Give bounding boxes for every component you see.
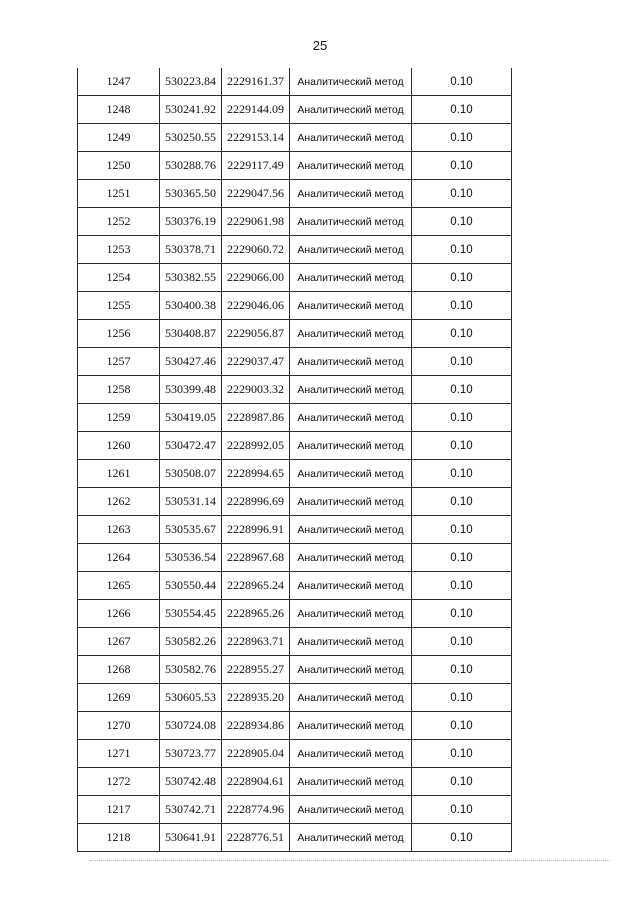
y-coordinate-cell: 2229046.06: [222, 292, 290, 320]
x-coordinate-cell: 530376.19: [160, 208, 222, 236]
accuracy-cell: 0.10: [412, 348, 512, 376]
table-row: [78, 292, 512, 320]
point-number-cell: 1272: [78, 768, 160, 796]
table-row: [78, 348, 512, 376]
x-coordinate-cell: 530582.76: [160, 656, 222, 684]
y-coordinate-cell: 2229056.87: [222, 320, 290, 348]
x-coordinate-cell: 530641.91: [160, 824, 222, 852]
method-cell: Аналитический метод: [290, 404, 412, 432]
method-cell: Аналитический метод: [290, 600, 412, 628]
accuracy-cell: 0.10: [412, 628, 512, 656]
accuracy-cell: 0.10: [412, 488, 512, 516]
accuracy-cell: 0.10: [412, 460, 512, 488]
y-coordinate-cell: 2228965.26: [222, 600, 290, 628]
accuracy-cell: 0.10: [412, 264, 512, 292]
y-coordinate-cell: 2228935.20: [222, 684, 290, 712]
point-number-cell: 1218: [78, 824, 160, 852]
table-row: [78, 768, 512, 796]
x-coordinate-cell: 530250.55: [160, 124, 222, 152]
point-number-cell: 1270: [78, 712, 160, 740]
table-row: [78, 404, 512, 432]
accuracy-cell: 0.10: [412, 572, 512, 600]
method-cell: Аналитический метод: [290, 432, 412, 460]
table-row: [78, 124, 512, 152]
point-number-cell: 1260: [78, 432, 160, 460]
table-row: [78, 488, 512, 516]
accuracy-cell: 0.10: [412, 180, 512, 208]
table-row: [78, 152, 512, 180]
accuracy-cell: 0.10: [412, 684, 512, 712]
accuracy-cell: 0.10: [412, 152, 512, 180]
accuracy-cell: 0.10: [412, 600, 512, 628]
point-number-cell: 1271: [78, 740, 160, 768]
accuracy-cell: 0.10: [412, 432, 512, 460]
x-coordinate-cell: 530241.92: [160, 96, 222, 124]
y-coordinate-cell: 2229061.98: [222, 208, 290, 236]
method-cell: Аналитический метод: [290, 460, 412, 488]
point-number-cell: 1255: [78, 292, 160, 320]
table-row: [78, 572, 512, 600]
y-coordinate-cell: 2228774.96: [222, 796, 290, 824]
point-number-cell: 1267: [78, 628, 160, 656]
accuracy-cell: 0.10: [412, 208, 512, 236]
table-row: [78, 320, 512, 348]
y-coordinate-cell: 2229037.47: [222, 348, 290, 376]
point-number-cell: 1264: [78, 544, 160, 572]
method-cell: Аналитический метод: [290, 684, 412, 712]
x-coordinate-cell: 530550.44: [160, 572, 222, 600]
point-number-cell: 1253: [78, 236, 160, 264]
y-coordinate-cell: 2228994.65: [222, 460, 290, 488]
y-coordinate-cell: 2228963.71: [222, 628, 290, 656]
point-number-cell: 1261: [78, 460, 160, 488]
method-cell: Аналитический метод: [290, 488, 412, 516]
method-cell: Аналитический метод: [290, 180, 412, 208]
table-row: [78, 740, 512, 768]
method-cell: Аналитический метод: [290, 572, 412, 600]
x-coordinate-cell: 530531.14: [160, 488, 222, 516]
x-coordinate-cell: 530605.53: [160, 684, 222, 712]
coordinates-table-body: [78, 68, 512, 852]
method-cell: Аналитический метод: [290, 824, 412, 852]
point-number-cell: 1247: [78, 68, 160, 96]
accuracy-cell: 0.10: [412, 712, 512, 740]
table-row: [78, 432, 512, 460]
y-coordinate-cell: 2229161.37: [222, 68, 290, 96]
x-coordinate-cell: 530724.08: [160, 712, 222, 740]
x-coordinate-cell: 530427.46: [160, 348, 222, 376]
accuracy-cell: 0.10: [412, 824, 512, 852]
method-cell: Аналитический метод: [290, 656, 412, 684]
method-cell: Аналитический метод: [290, 348, 412, 376]
table-row: [78, 376, 512, 404]
table-row: [78, 264, 512, 292]
method-cell: Аналитический метод: [290, 320, 412, 348]
accuracy-cell: 0.10: [412, 404, 512, 432]
point-number-cell: 1265: [78, 572, 160, 600]
accuracy-cell: 0.10: [412, 796, 512, 824]
y-coordinate-cell: 2229060.72: [222, 236, 290, 264]
point-number-cell: 1254: [78, 264, 160, 292]
point-number-cell: 1248: [78, 96, 160, 124]
y-coordinate-cell: 2229117.49: [222, 152, 290, 180]
x-coordinate-cell: 530535.67: [160, 516, 222, 544]
accuracy-cell: 0.10: [412, 544, 512, 572]
y-coordinate-cell: 2229047.56: [222, 180, 290, 208]
x-coordinate-cell: 530536.54: [160, 544, 222, 572]
method-cell: Аналитический метод: [290, 236, 412, 264]
table-row: [78, 96, 512, 124]
accuracy-cell: 0.10: [412, 320, 512, 348]
x-coordinate-cell: 530378.71: [160, 236, 222, 264]
point-number-cell: 1263: [78, 516, 160, 544]
method-cell: Аналитический метод: [290, 516, 412, 544]
point-number-cell: 1258: [78, 376, 160, 404]
scan-artifact-line: [90, 860, 610, 862]
x-coordinate-cell: 530508.07: [160, 460, 222, 488]
accuracy-cell: 0.10: [412, 68, 512, 96]
point-number-cell: 1266: [78, 600, 160, 628]
y-coordinate-cell: 2228965.24: [222, 572, 290, 600]
y-coordinate-cell: 2228904.61: [222, 768, 290, 796]
method-cell: Аналитический метод: [290, 712, 412, 740]
point-number-cell: 1257: [78, 348, 160, 376]
point-number-cell: 1268: [78, 656, 160, 684]
page-number: 25: [312, 38, 328, 53]
y-coordinate-cell: 2228996.69: [222, 488, 290, 516]
x-coordinate-cell: 530365.50: [160, 180, 222, 208]
x-coordinate-cell: 530288.76: [160, 152, 222, 180]
x-coordinate-cell: 530472.47: [160, 432, 222, 460]
accuracy-cell: 0.10: [412, 236, 512, 264]
accuracy-cell: 0.10: [412, 124, 512, 152]
table-row: [78, 68, 512, 96]
point-number-cell: 1251: [78, 180, 160, 208]
method-cell: Аналитический метод: [290, 208, 412, 236]
point-number-cell: 1250: [78, 152, 160, 180]
table-row: [78, 712, 512, 740]
point-number-cell: 1249: [78, 124, 160, 152]
point-number-cell: 1259: [78, 404, 160, 432]
point-number-cell: 1252: [78, 208, 160, 236]
y-coordinate-cell: 2228996.91: [222, 516, 290, 544]
table-row: [78, 600, 512, 628]
table-row: [78, 544, 512, 572]
table-row: [78, 656, 512, 684]
table-row: [78, 796, 512, 824]
coordinates-table: [77, 68, 512, 852]
table-row: [78, 236, 512, 264]
table-row: [78, 460, 512, 488]
y-coordinate-cell: 2228992.05: [222, 432, 290, 460]
accuracy-cell: 0.10: [412, 768, 512, 796]
y-coordinate-cell: 2228967.68: [222, 544, 290, 572]
x-coordinate-cell: 530723.77: [160, 740, 222, 768]
accuracy-cell: 0.10: [412, 516, 512, 544]
x-coordinate-cell: 530382.55: [160, 264, 222, 292]
x-coordinate-cell: 530223.84: [160, 68, 222, 96]
y-coordinate-cell: 2228987.86: [222, 404, 290, 432]
y-coordinate-cell: 2228905.04: [222, 740, 290, 768]
accuracy-cell: 0.10: [412, 656, 512, 684]
method-cell: Аналитический метод: [290, 68, 412, 96]
method-cell: Аналитический метод: [290, 152, 412, 180]
x-coordinate-cell: 530742.71: [160, 796, 222, 824]
point-number-cell: 1217: [78, 796, 160, 824]
method-cell: Аналитический метод: [290, 376, 412, 404]
accuracy-cell: 0.10: [412, 376, 512, 404]
y-coordinate-cell: 2228955.27: [222, 656, 290, 684]
y-coordinate-cell: 2229144.09: [222, 96, 290, 124]
method-cell: Аналитический метод: [290, 628, 412, 656]
table-row: [78, 684, 512, 712]
table-row: [78, 180, 512, 208]
x-coordinate-cell: 530419.05: [160, 404, 222, 432]
x-coordinate-cell: 530408.87: [160, 320, 222, 348]
table-row: [78, 516, 512, 544]
method-cell: Аналитический метод: [290, 740, 412, 768]
method-cell: Аналитический метод: [290, 544, 412, 572]
method-cell: Аналитический метод: [290, 264, 412, 292]
point-number-cell: 1256: [78, 320, 160, 348]
y-coordinate-cell: 2229153.14: [222, 124, 290, 152]
method-cell: Аналитический метод: [290, 292, 412, 320]
x-coordinate-cell: 530400.38: [160, 292, 222, 320]
y-coordinate-cell: 2229066.00: [222, 264, 290, 292]
method-cell: Аналитический метод: [290, 768, 412, 796]
x-coordinate-cell: 530399.48: [160, 376, 222, 404]
accuracy-cell: 0.10: [412, 292, 512, 320]
accuracy-cell: 0.10: [412, 96, 512, 124]
y-coordinate-cell: 2229003.32: [222, 376, 290, 404]
accuracy-cell: 0.10: [412, 740, 512, 768]
table-row: [78, 628, 512, 656]
y-coordinate-cell: 2228934.86: [222, 712, 290, 740]
x-coordinate-cell: 530554.45: [160, 600, 222, 628]
method-cell: Аналитический метод: [290, 124, 412, 152]
point-number-cell: 1269: [78, 684, 160, 712]
y-coordinate-cell: 2228776.51: [222, 824, 290, 852]
x-coordinate-cell: 530582.26: [160, 628, 222, 656]
table-row: [78, 208, 512, 236]
x-coordinate-cell: 530742.48: [160, 768, 222, 796]
table-row: [78, 824, 512, 852]
method-cell: Аналитический метод: [290, 796, 412, 824]
method-cell: Аналитический метод: [290, 96, 412, 124]
point-number-cell: 1262: [78, 488, 160, 516]
